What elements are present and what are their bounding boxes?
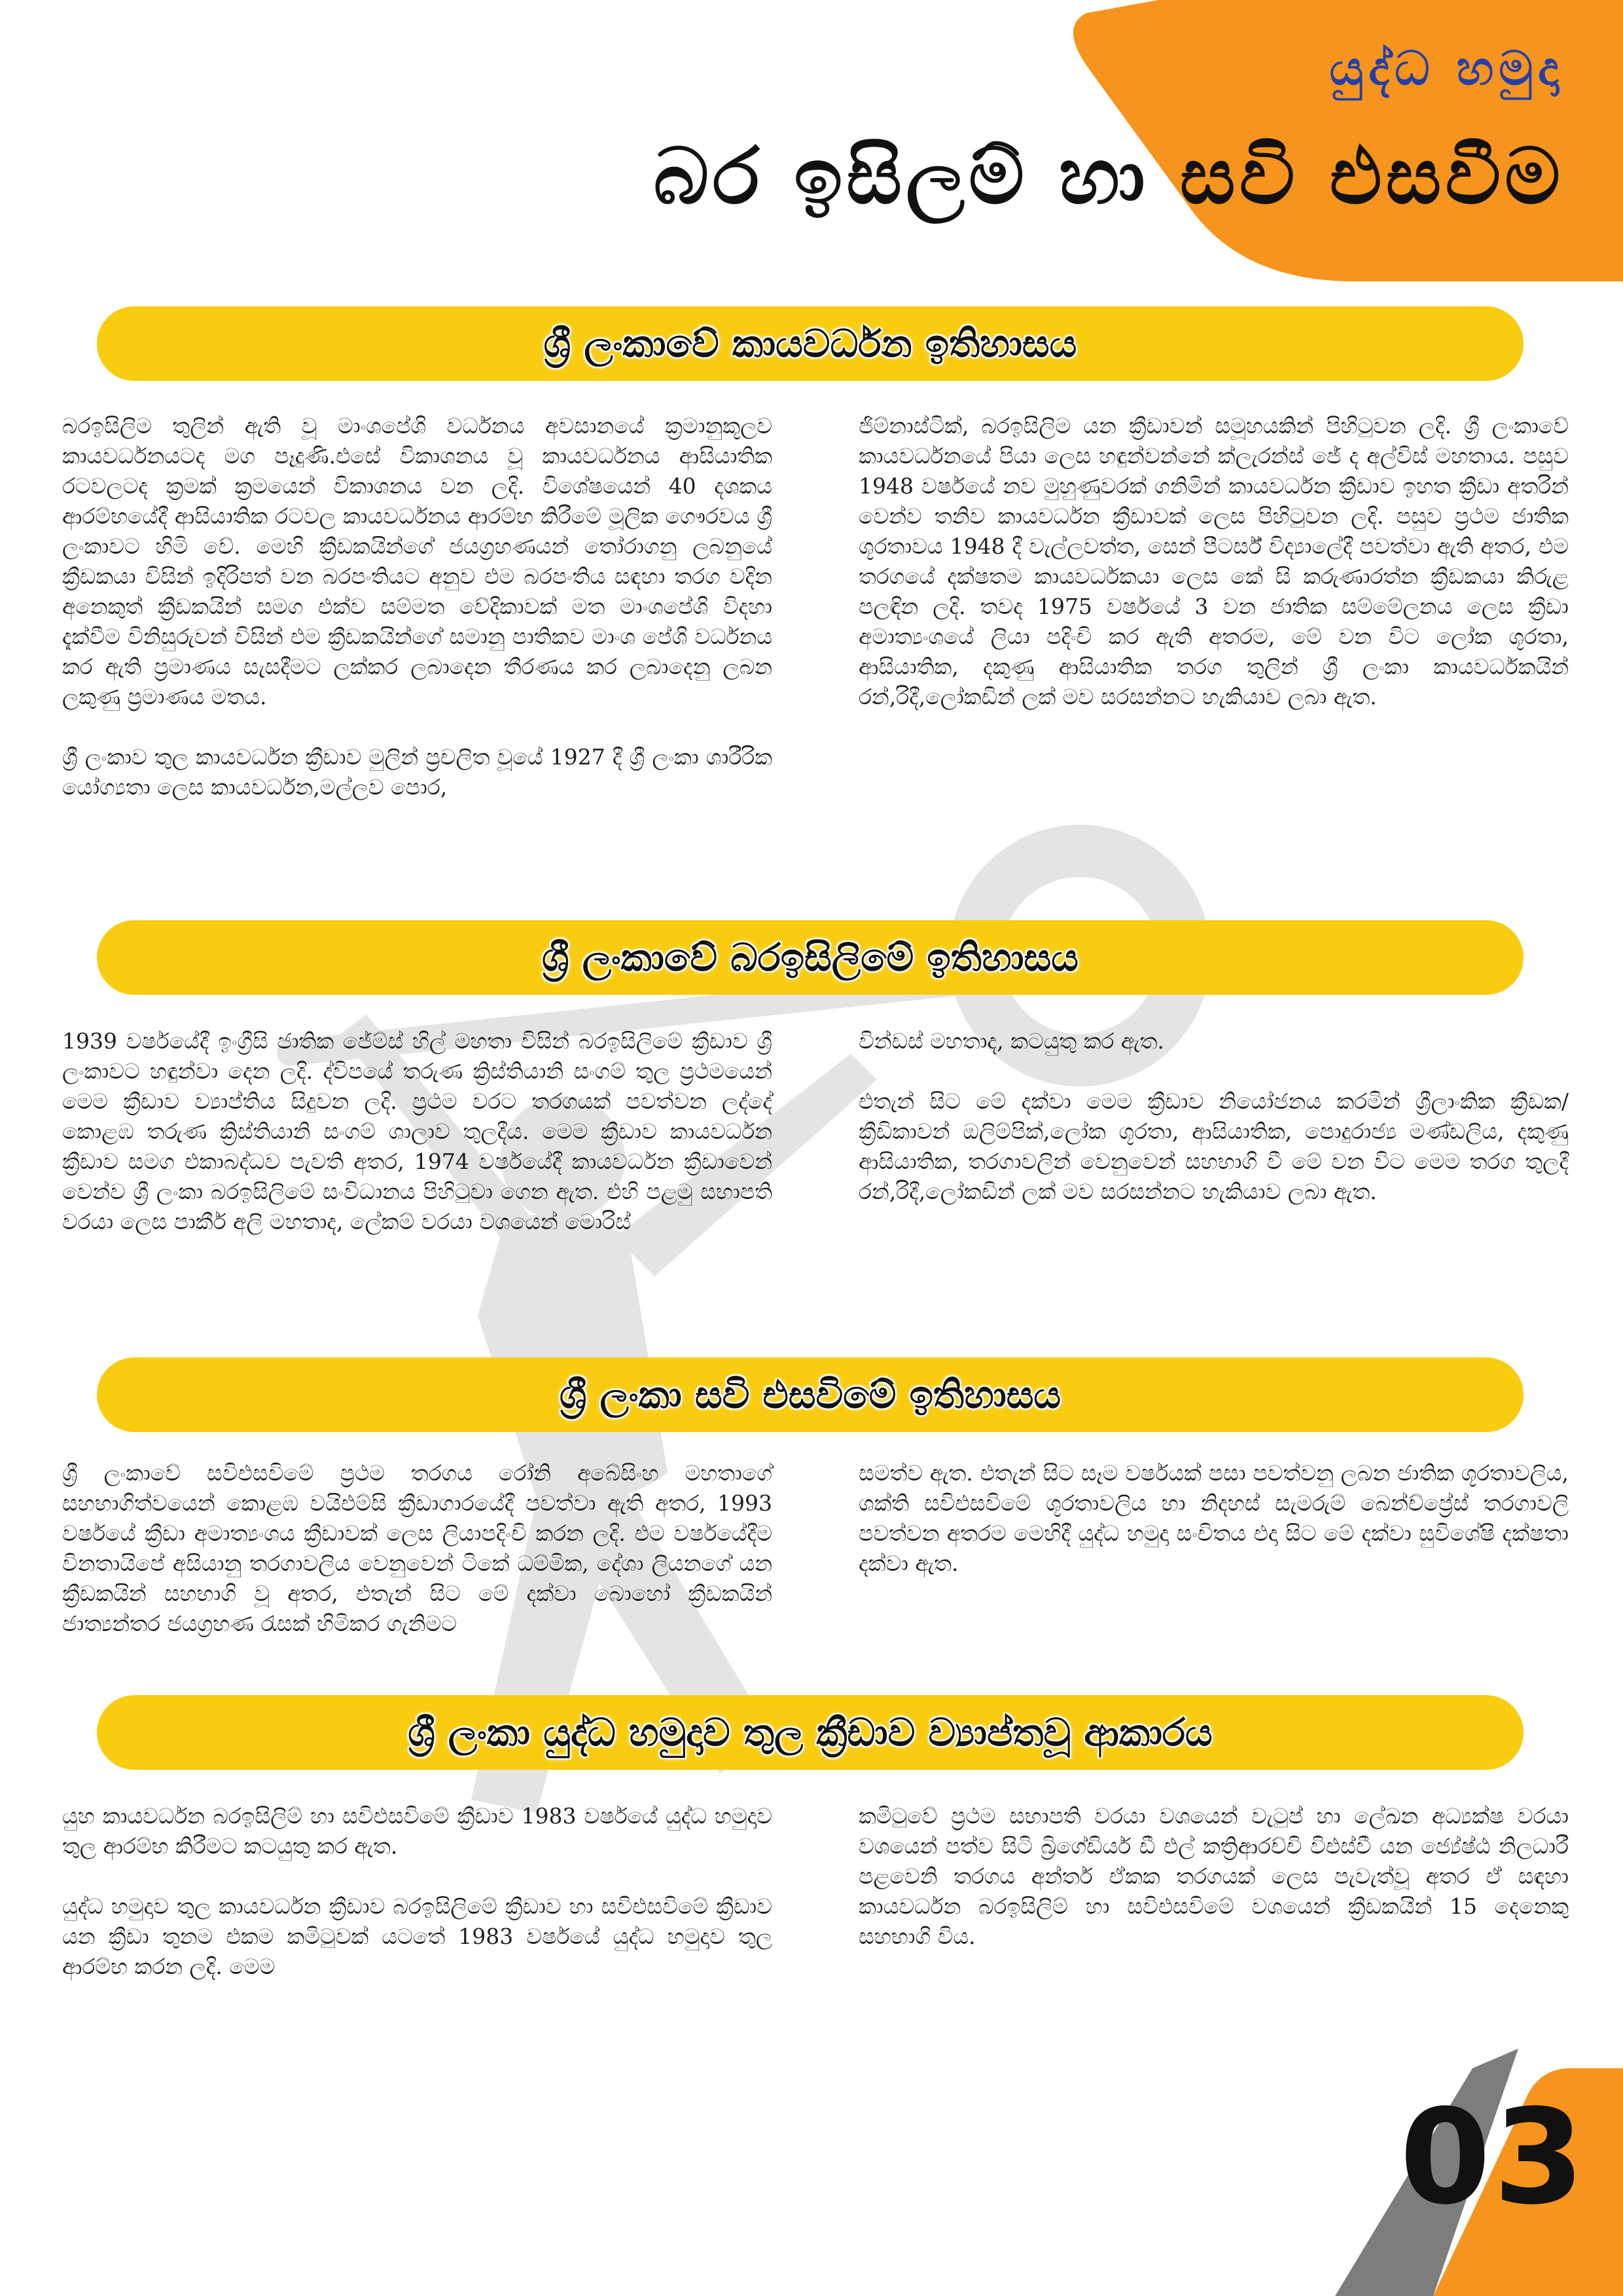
paragraph: යුද්ධ හමුදාව තුල කායවර්ධන ක්‍රීඩාව බරඉසිලිමේ ක්‍රීඩාව හා සවිඑසවිමේ ක්‍රීඩාව යන ක්‍රීඩා තුනම එකම කමිටුවක් යටතේ 1983 වර්ෂයේ යුද්ධ හමුදාව තුල ආරම්භ කරන ලදි. මෙම [62, 1893, 772, 1979]
publication-kicker: යුද්ධ හමුදා [1329, 41, 1564, 96]
section-heading: ශ්‍රී ලංකාවේ කායවර්ධන ඉතිහාසය [543, 321, 1077, 366]
section-right-column [859, 1458, 1569, 1579]
page-number: 03 [1399, 2081, 1587, 2234]
section-heading-band [97, 920, 1524, 995]
paragraph: යුහ කායවර්ධන බරඉසිලිම් හා සවිඑසවිමේ ක්‍රීඩාව 1983 වර්ෂයේ යුද්ධ හමුදාව තුල ආරම්භ කිරීමට කටයුතු කර ඇත. [62, 1803, 772, 1859]
paragraph: කමිටුවේ ප්‍රථම සභාපති වරයා වශයෙන් වැටුප් හා ලේඛන අධ්‍යක්ෂ වරයා වශයෙන් පත්ව සිටි බ්‍රිගේඩියර් ඩී එල් කත්‍රිආරච්චි විඑස්වී යන ජ්‍යේෂ්ඨ නිලධාරී පළවෙනි තරගය අන්තර් ඒකක තරගයක් ලෙස පැවැත්වූ අතර ඒ සඳහා කායවර්ධන බරඉසිලිම් හා සවිඑසවිමේ වශයෙන් ක්‍රීඩකයින් 15 දෙනෙකු සහභාගි විය. [859, 1803, 1569, 1949]
section-left-column [62, 411, 772, 802]
paragraph: ශ්‍රී ලංකාව තුල කායවර්ධන ක්‍රීඩාව මුලින් ප්‍රචලිත වූයේ 1927 දී ශ්‍රී ලංකා ශාරීරික යෝග්‍යතා ලෙස කායවර්ධන,මල්ලව පොර, [62, 744, 772, 800]
section-heading: ශ්‍රී ලංකාවේ බරඉසිලිමේ ඉතිහාසය [542, 935, 1079, 980]
paragraph: වින්ඩස් මහතාද, කටයුතු කර ඇත. [859, 1028, 1164, 1054]
paragraph: බරඉසිලිම තුලින් ඇති වූ මාංශපේශි වර්ධනය අවසානයේ ක්‍රමානුකූලව කායවර්ධනයටද මග පෑදුණි.එසේ විකාශනය වූ කායවර්ධනය ආසියාතික රටවලටද ක්‍රමක් ක්‍රමයෙන් විකාශනය වන ලදි. විශේෂයෙන් 40 දශකය ආරම්භයේදී ආසියාතික රටවල කායවර්ධනය ආරම්භ කිරීමේ මූලික ගෞරවය ශ්‍රී ලංකාවට හිමි වේ. මෙහි ක්‍රීඩකයින්ගේ ජයග්‍රහණයන් තෝරාගනු ලබනුයේ ක්‍රීඩකයා විසින් ඉදිරිපත් වන බරපංතියට අනුව එම බරපංතිය සඳහා තරග වදින අනෙකුත් ක්‍රීඩකයින් සමග එක්ව සම්මත වේදිකාවක් මත මාංශපේශි විදහා දැක්වීම විනිසුරුවන් විසින් එම ක්‍රීඩකයින්ගේ සමානු පාතිකව මාංශ පේශි වර්ධනය කර ඇති ප්‍රමාණය සැසදීමට ලක්කර ලබාදෙන තීරණය කර ලබාදෙනු ලබන ලකුණු ප්‍රමාණය මතය. [62, 413, 772, 709]
section-right-column [859, 1801, 1569, 1952]
section-right-column [859, 1026, 1569, 1207]
paragraph: ජිම්නාස්ටික්, බරඉසිලිම යන ක්‍රීඩාවන් සමූහයකින් පිහිටුවන ලදි. ශ්‍රී ලංකාවේ කායවර්ධනයේ පියා ලෙස හඳුන්වන්නේ ක්ලැරන්ස් ජේ ද අල්විස් මහතාය. පසුව 1948 වර්ෂයේ නව මුහුණුවරක් ගනිමින් කායවර්ධන ක්‍රීඩාව ඉහත ක්‍රීඩා අතරින් වෙන්ව තනිව කායවර්ධන ක්‍රීඩාවක් ලෙස පිහිටුවන ලදි. පසුව ප්‍රථම ජාතික ශූරතාවය 1948 දී වැල්ලවත්ත, සෙන් පීටර්ස් විද්‍යාලේදී පවත්වා ඇති අතර, එම තරගයේ දක්ෂතම කායවර්ධකයා ලෙස කේ සි කරුණාරත්න ක්‍රීඩකයා කිරුළ පලඳින ලදි. තවද 1975 වර්ෂයේ 3 වන ජාතික සම්මේලනය ලෙස ක්‍රීඩා අමාත්‍යංශයේ ලියා පදිංචි කර ඇති අතරම, මේ වන විට ලෝක ශූරතා, ආසියාතික, දකුණු ආසියාතික තරග තුලින් ශ්‍රී ලංකා කායවර්ධකයින් රන්,රිදී,ලෝකඩින් ලක් මව සරසන්නට හැකියාව ලබා ඇත. [859, 413, 1569, 709]
section-left-column [62, 1458, 772, 1639]
paragraph: ශ්‍රී ලංකාවේ සවිඑසවිමේ ප්‍රථම තරගය රෝනි අබේසිංහ මහතාගේ සහභාගිත්වයෙන් කොළඹ වයිඑම්සි ක්‍රීඩාගාරයේදී පවත්වා ඇති අතර, 1993 වර්ෂයේ ක්‍රීඩා අමාත්‍යංශය ක්‍රීඩාවක් ලෙස ලියාපදිංචි කරන ලදි. එම වර්ෂයේදීම විනතායිපේ අසියානු තරගාවලිය වෙනුවෙන් ටිකේ ධම්මික, දේශා ලියනගේ යන ක්‍රීඩකයින් සහභාගි වූ අතර, එතැන් සිට මේ දක්වා බොහෝ ක්‍රීඩකයින් ජාත්‍යන්තර ජයග්‍රහණ රැසක් හිමිකර ගැනිමට [62, 1460, 772, 1636]
section-heading-band [97, 1357, 1524, 1432]
section-heading: ශ්‍රී ලංකා යුද්ධ හමුදාව තුල ක්‍රීඩාව ව්‍යාප්තවූ ආකාරය [408, 1710, 1213, 1755]
paragraph: 1939 වර්ෂයේදී ඉංග්‍රීසි ජාතික ජේම්ස් හිල් මහතා විසින් බරඉසිලිමේ ක්‍රීඩාව ශ්‍රී ලංකාවට හඳුන්වා දෙන ලදි. ද්විපයේ තරුණ ක්‍රිස්තියානි සංගම් තුල ප්‍රථමයෙන් මෙම ක්‍රීඩාව ව්‍යාප්තිය සිදුවන ලදි. ප්‍රථම වරට තරගයක් පවත්වන ලද්දේ කොළඹ තරුණ ක්‍රිස්තියානි සංගම් ශාලාව තුලදීය. මෙම ක්‍රීඩාව කායවර්ධන ක්‍රීඩාව සමග එකාබද්ධව පැවති අතර, 1974 වර්ෂයේදී කායවර්ධන ක්‍රීඩාවෙන් වෙන්ව ශ්‍රී ලංකා බරඉසිලිමේ සංවිධානය පිහිටුවා ගෙන ඇත. එහි පළමු සභාපති වරයා ලෙස පාකීර් අලි මහතාද, ලේකම් වරයා වශයෙන් මොරිස් [62, 1028, 772, 1234]
section-left-column [62, 1801, 772, 1982]
page-title: බර ඉසිලම් හා සවි එසවීම [653, 131, 1564, 221]
section-left-column [62, 1026, 772, 1237]
paragraph: එතැන් සිට මේ දක්වා මෙම ක්‍රීඩාව නියෝජනය කරමින් ශ්‍රීලාංකික ක්‍රීඩක/ක්‍රීඩිකාවන් ඔලිම්පික්,ලෝක ශූරතා, ආසියාතික, පොදුරාජ්‍ය මණ්ඩලිය, දකුණු ආසියාතික, තරගාවලින් වෙනුවෙන් සහභාගි වී මේ වන විට මෙම තරග තුලදී රන්,රිදී,ලෝකඩින් ලක් මව සරසන්නට හැකියාව ලබා ඇත. [859, 1088, 1569, 1204]
paragraph: සමත්ව ඇත. එතැන් සිට සෑම වර්ෂයක් පසා පවත්වනු ලබන ජාතික ශූරතාවලිය, ශක්ති සවිඑසවිමේ ශූරතාවලිය හා නිදහස් සැමරුම් බෙන්ච්ප්‍රේස් තරගාවලි පවත්වන අතරම මෙහිදී යුද්ධ හමුදා සංචිතය එදා සිට මේ දක්වා සුවිශේෂි දක්ෂතා දක්වා ඇත. [859, 1460, 1569, 1576]
section-heading-band [97, 1695, 1524, 1770]
section-right-column [859, 411, 1569, 712]
section-heading: ශ්‍රී ලංකා සවි එසවිමේ ඉතිහාසය [559, 1372, 1061, 1417]
section-heading-band [97, 306, 1524, 381]
